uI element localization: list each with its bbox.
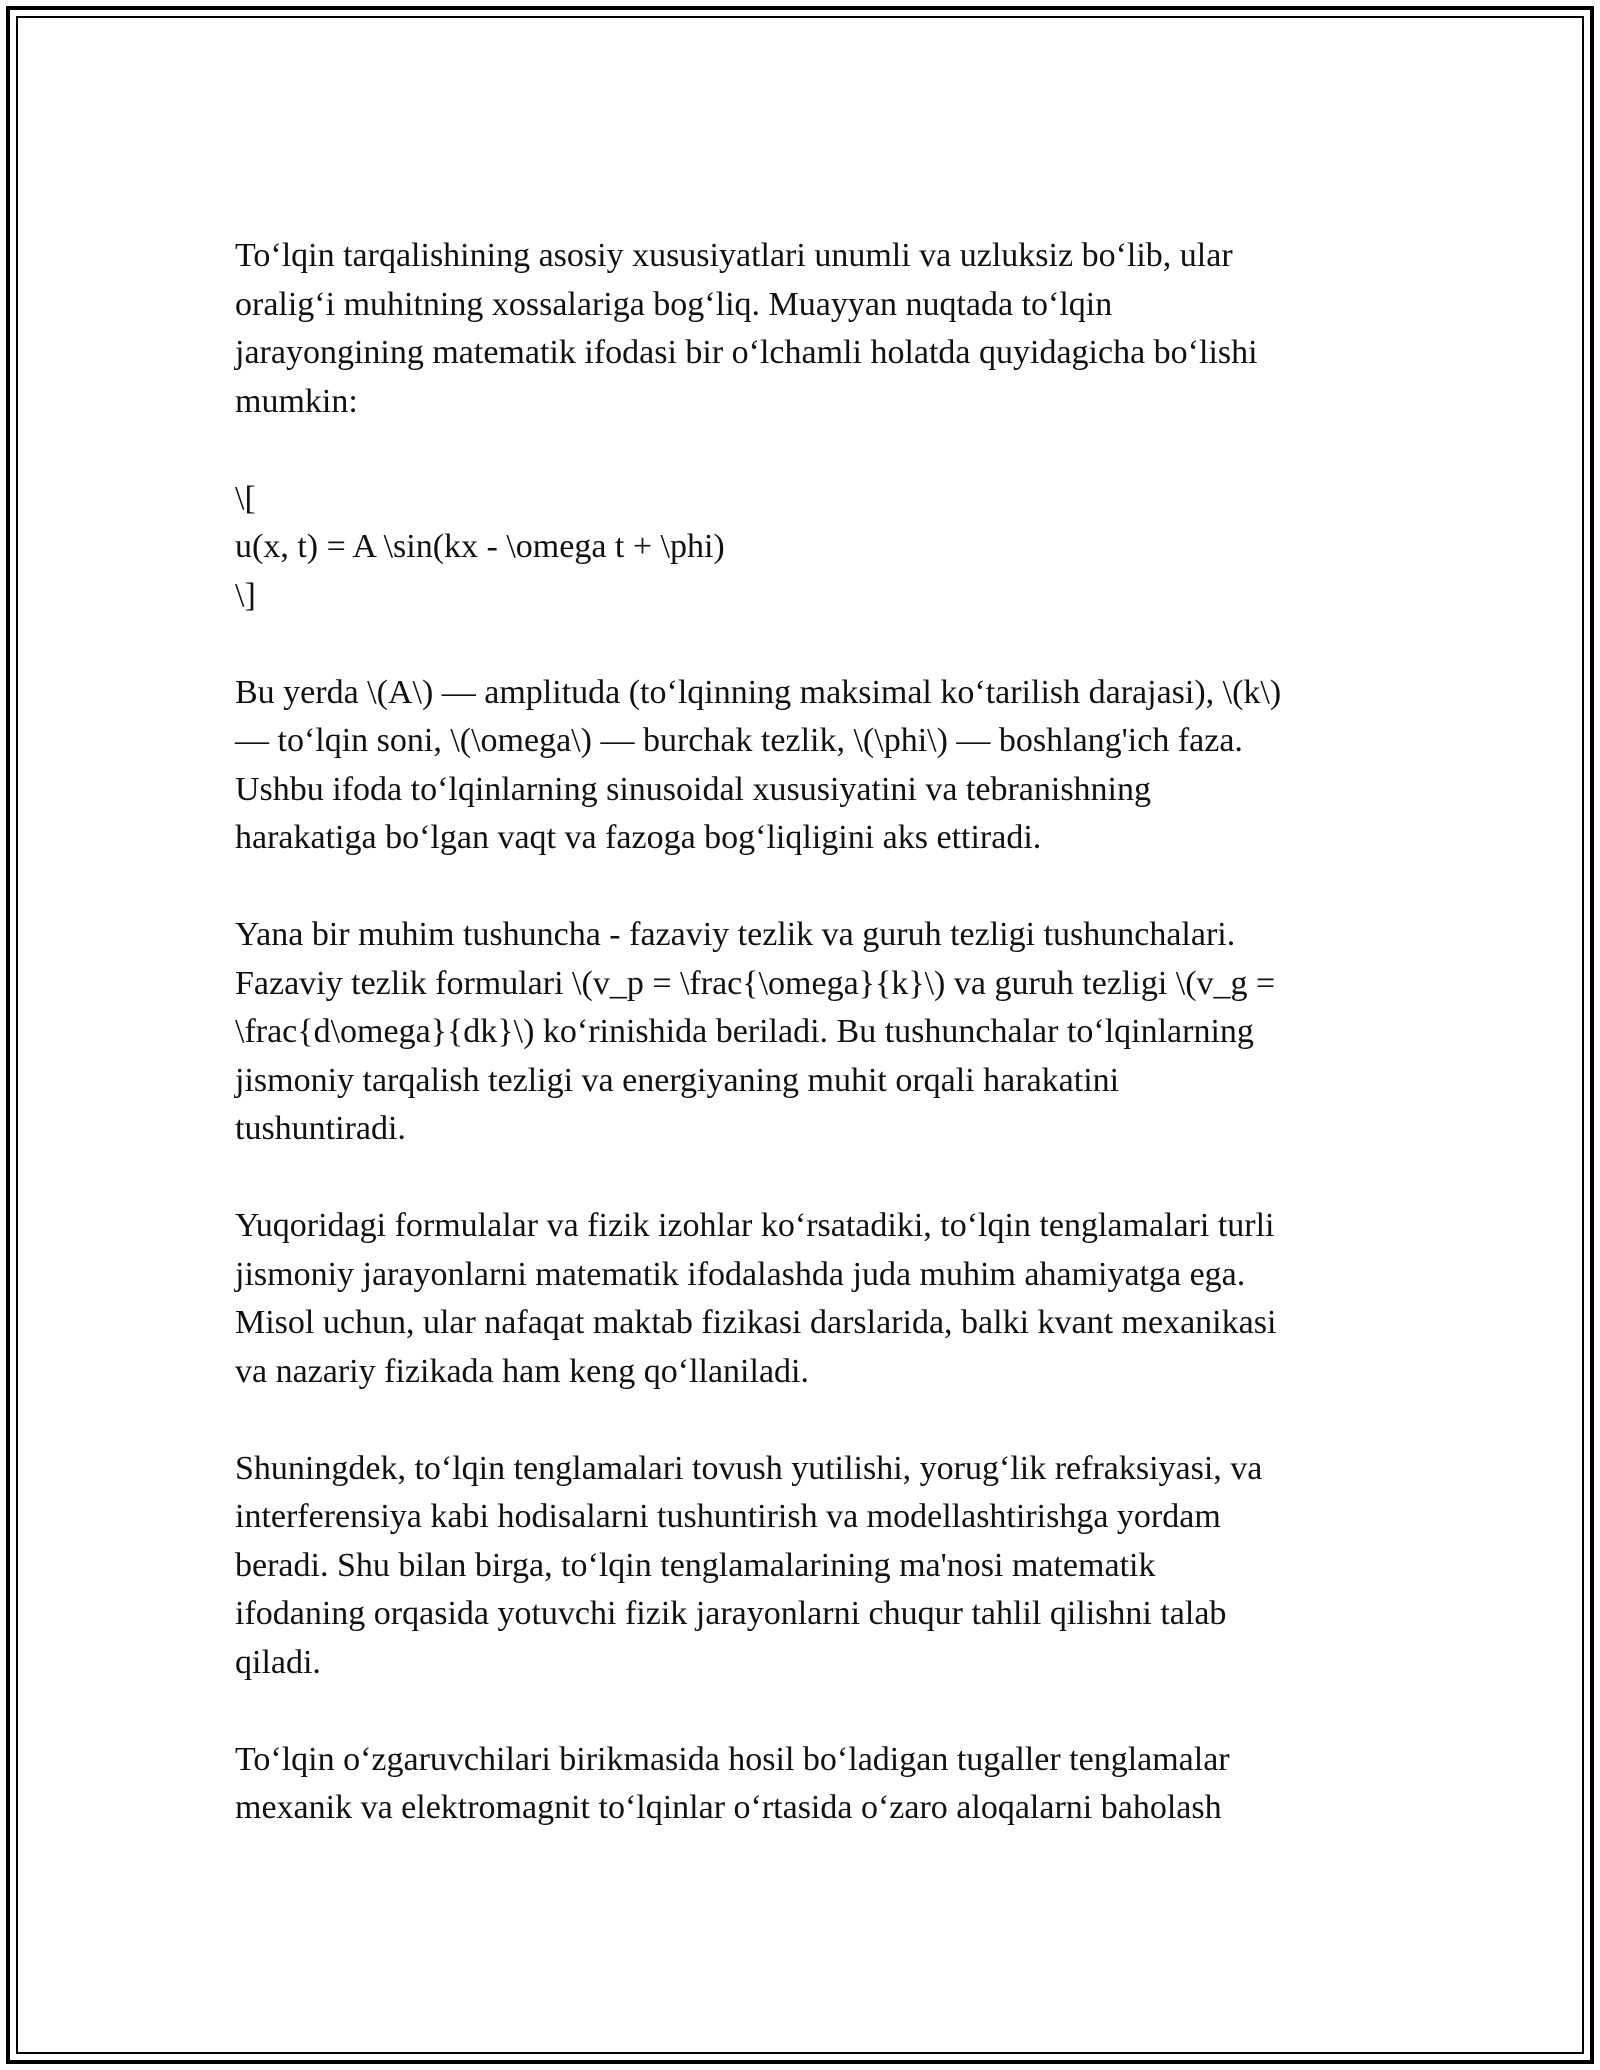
equation-wave: \[ u(x, t) = A \sin(kx - \omega t + \phi) \] <box>235 479 725 614</box>
paragraph-continuation: To‘lqin o‘zgaruvchilari birikmasida hosil bo‘ladigan tugaller tenglamalar mexanik va elektromagnit to‘lqinlar o‘rtasida o‘zaro aloqalarni baholash <box>235 1740 1230 1826</box>
paragraph-applications: Shuningdek, to‘lqin tenglamalari tovush yutilishi, yorug‘lik refraksiyasi, va interferensiya kabi hodisalarni tushuntirish va modellashtirishga yordam beradi. Shu bilan birga, to‘lqin tenglamalarining ma'nosi matematik ifodaning orqasida yotuvchi fizik jarayonlarni chuqur tahlil qilishni talab qiladi. <box>235 1449 1263 1681</box>
paragraph-definitions: Bu yerda \(A\) — amplituda (to‘lqinning maksimal ko‘tarilish darajasi), \(k\) — to‘lqin soni, \(\omega\) — burchak tezlik, \(\phi\) — boshlang'ich faza. Ushbu ifoda to‘lqinlarning sinusoidal xususiyatini va tebranishning harakatiga bo‘lgan vaqt va fazoga bog‘liqligini aks ettiradi. <box>235 673 1282 856</box>
document-body <box>235 232 1365 1833</box>
paragraph-velocities: Yana bir muhim tushuncha - fazaviy tezlik va guruh tezligi tushunchalari. Fazaviy tezlik formulari \(v_p = \frac{\omega}{k}\) va guruh tezligi \(v_g = \frac{d\omega}{dk}\) ko‘rinishida beriladi. Bu tushunchalar to‘lqinlarning jismoniy tarqalish tezligi va energiyaning muhit orqali harakatini tushuntiradi. <box>235 916 1276 1147</box>
paragraph-intro: To‘lqin tarqalishining asosiy xususiyatlari unumli va uzluksiz bo‘lib, ular oralig‘i muhitning xossalariga bog‘liq. Muayyan nuqtada to‘lqin jarayongining matematik ifodasi bir o‘lchamli holatda quyidagicha bo‘lishi mumkin: <box>235 237 1258 420</box>
paragraph-importance: Yuqoridagi formulalar va fizik izohlar ko‘rsatadiki, to‘lqin tenglamalari turli jismoniy jarayonlarni matematik ifodalashda juda muhim ahamiyatga ega. Misol uchun, ular nafaqat maktab fizikasi darslarida, balki kvant mexanikasi va nazariy fizikada ham keng qo‘llaniladi. <box>235 1207 1277 1390</box>
